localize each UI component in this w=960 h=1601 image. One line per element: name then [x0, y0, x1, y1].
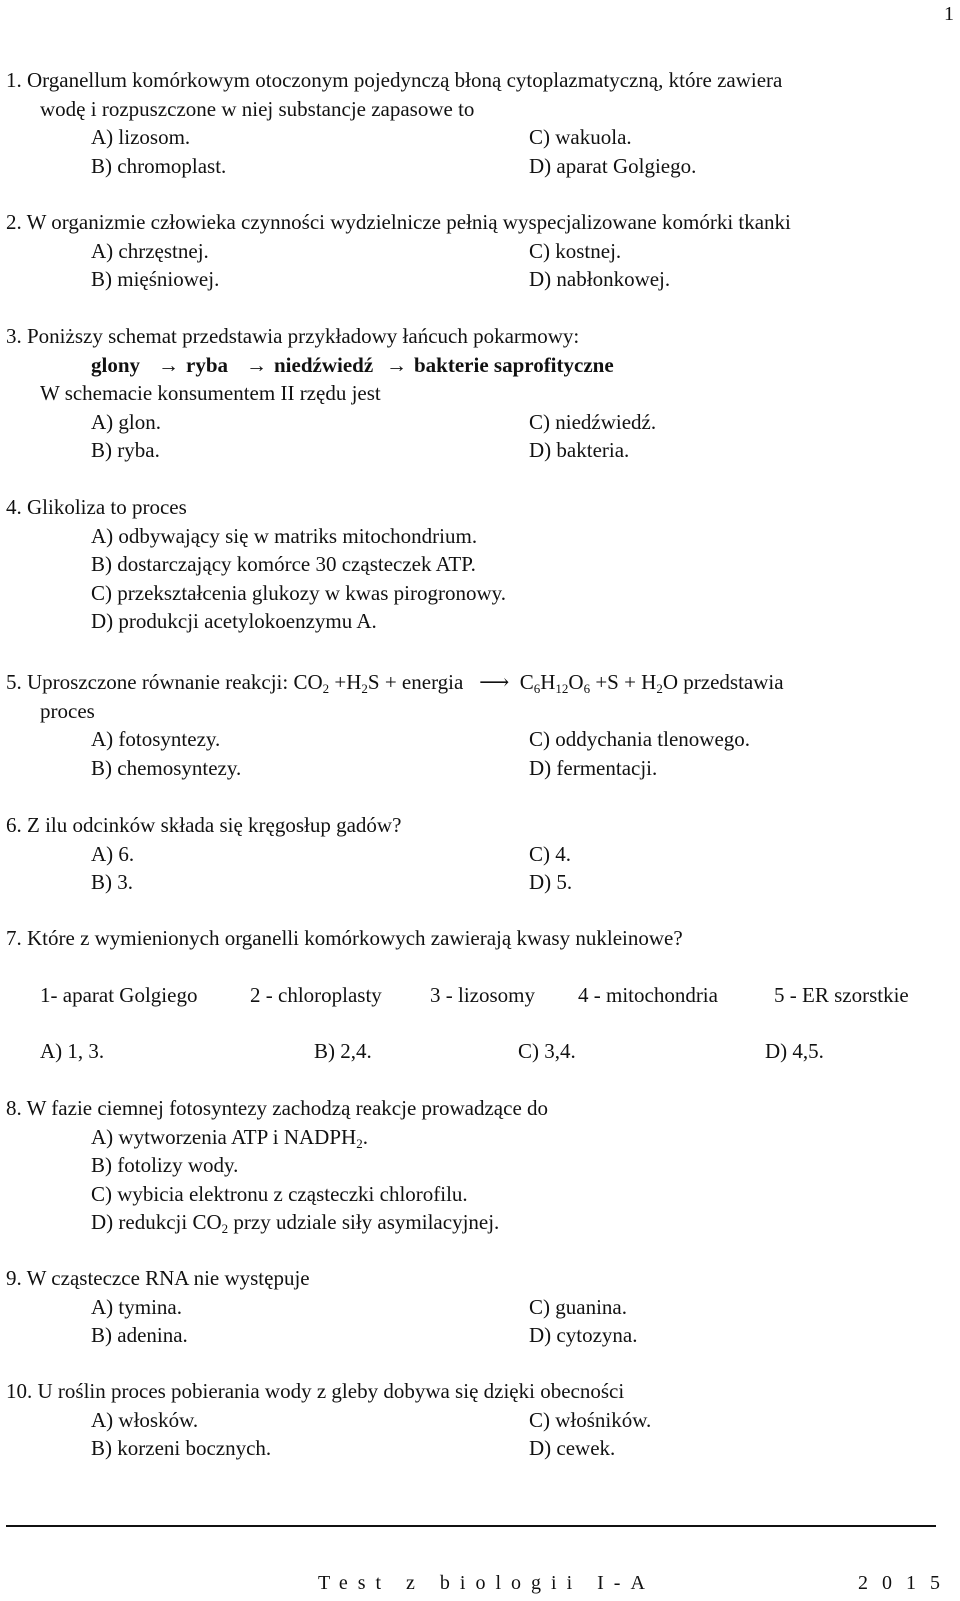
question-6-text: 6. Z ilu odcinków składa się kręgosłup gadów?	[6, 813, 402, 837]
option-d: D) redukcji $CO_2$ przy udziale siły asymilacyjnej.	[91, 1210, 500, 1236]
option-d: D) 5.	[529, 870, 573, 894]
question-1	[6, 66, 956, 180]
question-10-text: 10. U roślin proces pobierania wody z gleby dobywa się dzięki obecności	[6, 1379, 625, 1403]
question-9-text: 9. W cząsteczce RNA nie występuje	[6, 1266, 310, 1290]
option-b: B) korzeni bocznych.	[91, 1436, 272, 1460]
footer-year: 2015	[858, 1572, 954, 1594]
option-b: B) chemosyntezy.	[91, 755, 242, 780]
option-a: A) chrzęstnej.	[91, 238, 209, 263]
arrow-icon: →	[246, 352, 267, 377]
organelle-item: 4 - mitochondria	[578, 983, 718, 1007]
option-d: D) bakteria.	[529, 438, 630, 462]
option-c: C) przekształcenia glukozy w kwas pirogronowy.	[91, 580, 507, 605]
question-4-text: 4. Glikoliza to proces	[6, 495, 187, 519]
arrow-icon: ⟶	[479, 670, 510, 694]
chain-item: ryba	[186, 352, 228, 377]
option-b: B) 3.	[91, 870, 133, 894]
organelle-item: 5 - ER szorstkie	[774, 983, 909, 1007]
option-a: A) włosków.	[91, 1407, 199, 1432]
footer-divider	[6, 1525, 936, 1527]
option-d: D) nabłonkowej.	[529, 267, 671, 291]
option-d: D) produkcji acetylokoenzymu A.	[91, 609, 377, 633]
option-c: C) 3,4.	[518, 1039, 576, 1063]
question-7	[6, 924, 956, 953]
option-d: D) aparat Golgiego.	[529, 153, 697, 178]
question-7-text: 7. Które z wymienionych organelli komórkowych zawierają kwasy nukleinowe?	[6, 926, 683, 950]
option-a: A) lizosom.	[91, 125, 191, 149]
question-2	[6, 208, 956, 294]
chain-item: glony	[91, 352, 141, 377]
question-5-text-cont: proces	[40, 698, 95, 723]
question-10	[6, 1377, 956, 1463]
food-chain	[6, 351, 956, 380]
question-3	[6, 322, 956, 465]
option-c: C) kostnej.	[529, 238, 622, 263]
option-a: A) wytworzenia ATP i $NADPH_2$.	[91, 1124, 368, 1151]
option-c: C) wybicia elektronu z cząsteczki chlorofilu.	[91, 1181, 468, 1206]
option-d: D) cewek.	[529, 1436, 616, 1460]
option-c: C) oddychania tlenowego.	[529, 727, 751, 751]
arrow-icon: →	[386, 352, 407, 377]
option-c: C) niedźwiedź.	[529, 409, 657, 434]
question-1-text-cont: wodę i rozpuszczone w niej substancje zapasowe to	[40, 96, 475, 121]
question-8	[6, 1094, 956, 1237]
question-2-text: 2. W organizmie człowieka czynności wydzielnicze pełnią wyspecjalizowane komórki tkanki	[6, 210, 791, 234]
option-c: C) 4.	[529, 841, 571, 866]
page-number: 1	[944, 3, 954, 25]
option-b: B) mięśniowej.	[91, 267, 220, 291]
question-3-text-cont: W schemacie konsumentem II rzędu jest	[40, 381, 381, 405]
option-b: B) chromoplast.	[91, 153, 227, 178]
question-3-text: 3. Poniższy schemat przedstawia przykładowy łańcuch pokarmowy:	[6, 324, 580, 348]
organelle-item: 2 - chloroplasty	[250, 983, 382, 1007]
option-c: C) wakuola.	[529, 125, 632, 149]
organelle-item: 3 - lizosomy	[430, 983, 535, 1007]
option-a: A) 6.	[91, 841, 135, 866]
option-a: A) tymina.	[91, 1294, 182, 1319]
option-d: D) fermentacji.	[529, 755, 658, 780]
organelle-item: 1- aparat Golgiego	[40, 983, 198, 1007]
option-b: B) adenina.	[91, 1323, 188, 1347]
option-b: B) ryba.	[91, 438, 160, 462]
option-c: C) guanina.	[529, 1294, 627, 1319]
option-d: D) cytozyna.	[529, 1323, 638, 1347]
option-a: A) glon.	[91, 409, 161, 434]
option-b: B) 2,4.	[314, 1039, 372, 1063]
option-c: C) włośników.	[529, 1407, 652, 1432]
option-a: A) 1, 3.	[40, 1039, 105, 1063]
option-d: D) 4,5.	[765, 1039, 824, 1063]
option-b: B) dostarczający komórce 30 cząsteczek ATP.	[91, 552, 476, 576]
question-6	[6, 811, 956, 897]
question-5	[6, 668, 956, 782]
option-a: A) fotosyntezy.	[91, 727, 221, 751]
option-a: A) odbywający się w matriks mitochondrium.	[91, 523, 478, 548]
option-b: B) fotolizy wody.	[91, 1153, 239, 1177]
question-8-text: 8. W fazie ciemnej fotosyntezy zachodzą reakcje prowadzące do	[6, 1096, 549, 1120]
arrow-icon: →	[158, 352, 179, 377]
chain-item: niedźwiedź	[274, 352, 374, 377]
question-4	[6, 493, 956, 636]
chain-item: bakterie saprofityczne	[414, 352, 614, 377]
question-9	[6, 1264, 956, 1350]
question-5-equation: 5. Uproszczone równanie reakcji: $CO_2 +H_2S$ + energia ⟶ $C_6H_{12}O_6 +S + H_2O$ przedstawia	[6, 670, 784, 696]
footer-title: Test z biologii I-A	[318, 1572, 655, 1594]
question-1-text: 1. Organellum komórkowym otoczonym pojedynczą błoną cytoplazmatyczną, które zawiera	[6, 68, 783, 92]
